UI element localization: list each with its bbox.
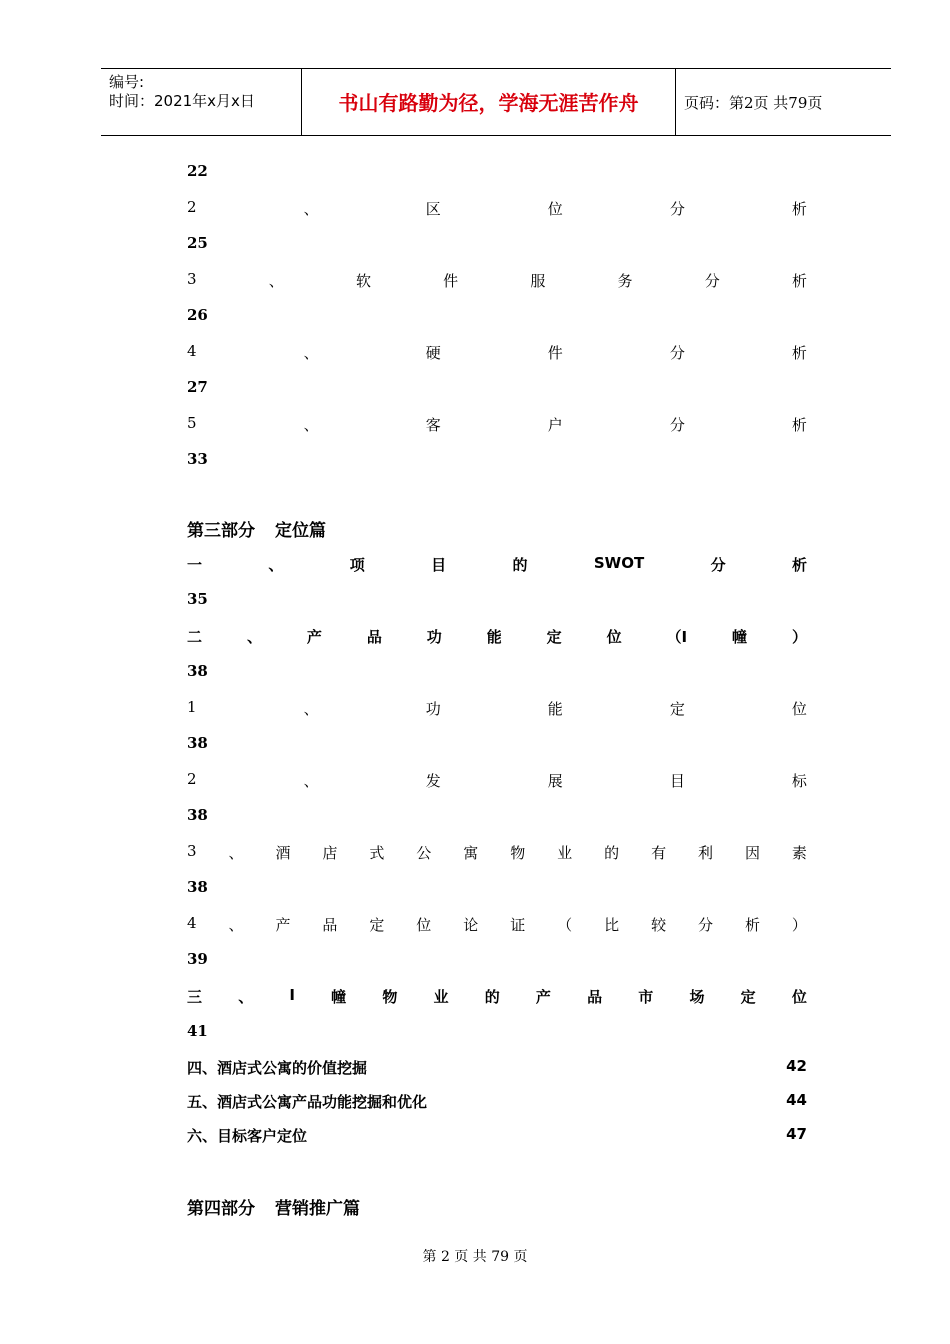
- section-title: 定位篇: [275, 521, 326, 541]
- toc-entry-char: 项: [349, 556, 365, 574]
- section-part: 第三部分: [187, 521, 255, 541]
- toc-entry-char: 素: [791, 844, 807, 862]
- toc-entry-char: 区: [425, 200, 441, 218]
- toc-entry-char: 析: [791, 344, 807, 362]
- toc-entry-char: 酒: [275, 844, 291, 862]
- toc-entry-char: 2: [187, 770, 197, 788]
- toc-entry-char: 的: [484, 988, 500, 1006]
- number-label: 编号:: [109, 73, 145, 91]
- toc-entry-char: 功: [425, 700, 441, 718]
- toc-title: 五、酒店式公寓产品功能挖掘和优化: [187, 1093, 428, 1111]
- toc-entry: [187, 414, 807, 435]
- toc-entry: [187, 554, 807, 575]
- page-number: 27: [187, 378, 208, 396]
- toc-entry-char: 、: [246, 628, 262, 646]
- toc-entry-char: 业: [557, 844, 573, 862]
- toc-entry-char: （I: [666, 628, 688, 646]
- toc-entry-char: 定: [369, 916, 385, 934]
- toc-entry-char: 4: [187, 342, 197, 360]
- toc-entry-char: 因: [744, 844, 760, 862]
- toc-entry-char: 产: [275, 916, 291, 934]
- toc-entry-char: 有: [651, 844, 667, 862]
- page-number: 38: [187, 734, 208, 752]
- header-motto: 书山有路勤为径，学海无涯苦作舟: [302, 69, 676, 135]
- toc-entry-char: 3: [187, 842, 197, 860]
- toc-entry-char: 、: [303, 200, 319, 218]
- toc-title: 四、酒店式公寓的价值挖掘: [187, 1059, 368, 1077]
- toc-entry-char: 5: [187, 414, 197, 432]
- page-number: 33: [187, 450, 208, 468]
- page-number: 39: [187, 950, 208, 968]
- toc-row: [187, 1091, 807, 1112]
- toc-entry: [187, 842, 807, 863]
- toc-row: [187, 1125, 807, 1146]
- toc-entry-char: SWOT: [593, 554, 645, 572]
- toc-entry-char: 、: [303, 416, 319, 434]
- page-number: 41: [187, 1022, 208, 1040]
- toc-entry-char: 证: [510, 916, 526, 934]
- toc-entry-char: 幢: [732, 628, 748, 646]
- toc-entry-char: 目: [669, 772, 685, 790]
- toc-entry-char: 、: [303, 772, 319, 790]
- toc-entry-char: 品: [322, 916, 338, 934]
- toc-entry-char: 物: [510, 844, 526, 862]
- page-header: [101, 68, 891, 136]
- toc-entry-char: ）: [791, 628, 807, 646]
- header-page-info: 页码：第2页 共79页: [684, 94, 823, 112]
- toc-entry-char: 、: [228, 916, 244, 934]
- toc-entry-char: 分: [698, 916, 714, 934]
- toc-entry-char: 利: [698, 844, 714, 862]
- time-label: 时间：2021年x月x日: [109, 92, 255, 110]
- toc-entry-char: 发: [425, 772, 441, 790]
- toc-entry-char: 位: [791, 700, 807, 718]
- toc-entry-char: 较: [651, 916, 667, 934]
- toc-entry-char: 、: [238, 988, 254, 1006]
- toc-entry-char: 位: [547, 200, 563, 218]
- toc-entry-char: 市: [638, 988, 654, 1006]
- toc-title: 六、目标客户定位: [187, 1127, 308, 1145]
- toc-entry-char: 定: [740, 988, 756, 1006]
- toc-entry-char: 定: [546, 628, 562, 646]
- toc-entry-char: 、: [268, 272, 284, 290]
- toc-entry-char: 论: [463, 916, 479, 934]
- toc-entry-char: 业: [433, 988, 449, 1006]
- page-number: 38: [187, 662, 208, 680]
- toc-entry-char: 、: [268, 556, 284, 574]
- toc-entry-char: 分: [704, 272, 720, 290]
- section-title: 营销推广篇: [275, 1199, 360, 1219]
- toc-entry: [187, 770, 807, 791]
- toc-entry-char: 件: [443, 272, 459, 290]
- toc-row: [187, 1057, 807, 1078]
- toc-entry: [187, 698, 807, 719]
- section-heading: [187, 1194, 360, 1219]
- toc-entry-char: 析: [791, 556, 807, 574]
- toc-entry-char: 目: [431, 556, 447, 574]
- toc-entry-char: 标: [791, 772, 807, 790]
- toc-entry-char: 务: [617, 272, 633, 290]
- toc-entry: [187, 342, 807, 363]
- toc-entry: [187, 986, 807, 1007]
- toc-entry-char: 分: [669, 416, 685, 434]
- toc-entry-char: 位: [416, 916, 432, 934]
- toc-entry-char: 公: [416, 844, 432, 862]
- toc-entry-char: 产: [535, 988, 551, 1006]
- toc-entry-char: 、: [228, 844, 244, 862]
- page-number: 25: [187, 234, 208, 252]
- toc-entry-char: 分: [669, 200, 685, 218]
- toc-entry: [187, 198, 807, 219]
- toc-entry-char: ）: [791, 916, 807, 934]
- toc-entry-char: 析: [744, 916, 760, 934]
- toc-entry-char: 二: [187, 628, 203, 646]
- toc-entry-char: （: [557, 916, 573, 934]
- toc-entry-char: 式: [369, 844, 385, 862]
- toc-entry-char: 幢: [331, 988, 347, 1006]
- toc-entry-char: 场: [689, 988, 705, 1006]
- toc-entry: [187, 626, 807, 647]
- toc-entry-char: 比: [604, 916, 620, 934]
- toc-entry-char: 户: [547, 416, 563, 434]
- toc-entry-char: 一: [187, 556, 203, 574]
- toc-entry-char: 分: [669, 344, 685, 362]
- toc-entry-char: 件: [547, 344, 563, 362]
- toc-entry-char: 析: [791, 272, 807, 290]
- toc-entry-char: 展: [547, 772, 563, 790]
- toc-entry-char: 能: [486, 628, 502, 646]
- toc-entry-char: 产: [306, 628, 322, 646]
- page-number: 38: [187, 878, 208, 896]
- toc-entry-char: 析: [791, 200, 807, 218]
- toc-entry-char: 能: [547, 700, 563, 718]
- toc-entry-char: 品: [366, 628, 382, 646]
- page-number: 26: [187, 306, 208, 324]
- toc-entry-char: 1: [187, 698, 197, 716]
- toc-entry-char: 定: [669, 700, 685, 718]
- toc-page: 47: [786, 1125, 807, 1143]
- toc-page: 44: [786, 1091, 807, 1109]
- toc-entry-char: 位: [606, 628, 622, 646]
- toc-entry-char: 品: [587, 988, 603, 1006]
- toc-entry-char: 寓: [463, 844, 479, 862]
- toc-page: 42: [786, 1057, 807, 1075]
- page-number: 35: [187, 590, 208, 608]
- page-number: 22: [187, 162, 208, 180]
- section-part: 第四部分: [187, 1199, 255, 1219]
- page-footer: 第 2 页 共 79 页: [422, 1249, 528, 1265]
- toc-entry-char: 的: [604, 844, 620, 862]
- toc-entry-char: 、: [303, 344, 319, 362]
- toc-entry-char: 的: [512, 556, 528, 574]
- toc-entry-char: 三: [187, 988, 203, 1006]
- toc-entry-char: 4: [187, 914, 197, 932]
- toc-entry-char: 软: [355, 272, 371, 290]
- toc-entry-char: 析: [791, 416, 807, 434]
- toc-entry-char: 3: [187, 270, 197, 288]
- toc-entry-char: 功: [426, 628, 442, 646]
- section-heading: [187, 516, 326, 541]
- toc-entry-char: 分: [710, 556, 726, 574]
- toc-entry-char: 2: [187, 198, 197, 216]
- toc-entry: [187, 914, 807, 935]
- toc-entry: [187, 270, 807, 291]
- page-number: 38: [187, 806, 208, 824]
- toc-entry-char: 位: [791, 988, 807, 1006]
- toc-entry-char: 物: [382, 988, 398, 1006]
- toc-entry-char: 服: [530, 272, 546, 290]
- toc-entry-char: 客: [425, 416, 441, 434]
- header-meta: [101, 69, 302, 135]
- toc-entry-char: 硬: [425, 344, 441, 362]
- toc-entry-char: 店: [322, 844, 338, 862]
- toc-entry-char: 、: [303, 700, 319, 718]
- toc-entry-char: I: [289, 986, 295, 1004]
